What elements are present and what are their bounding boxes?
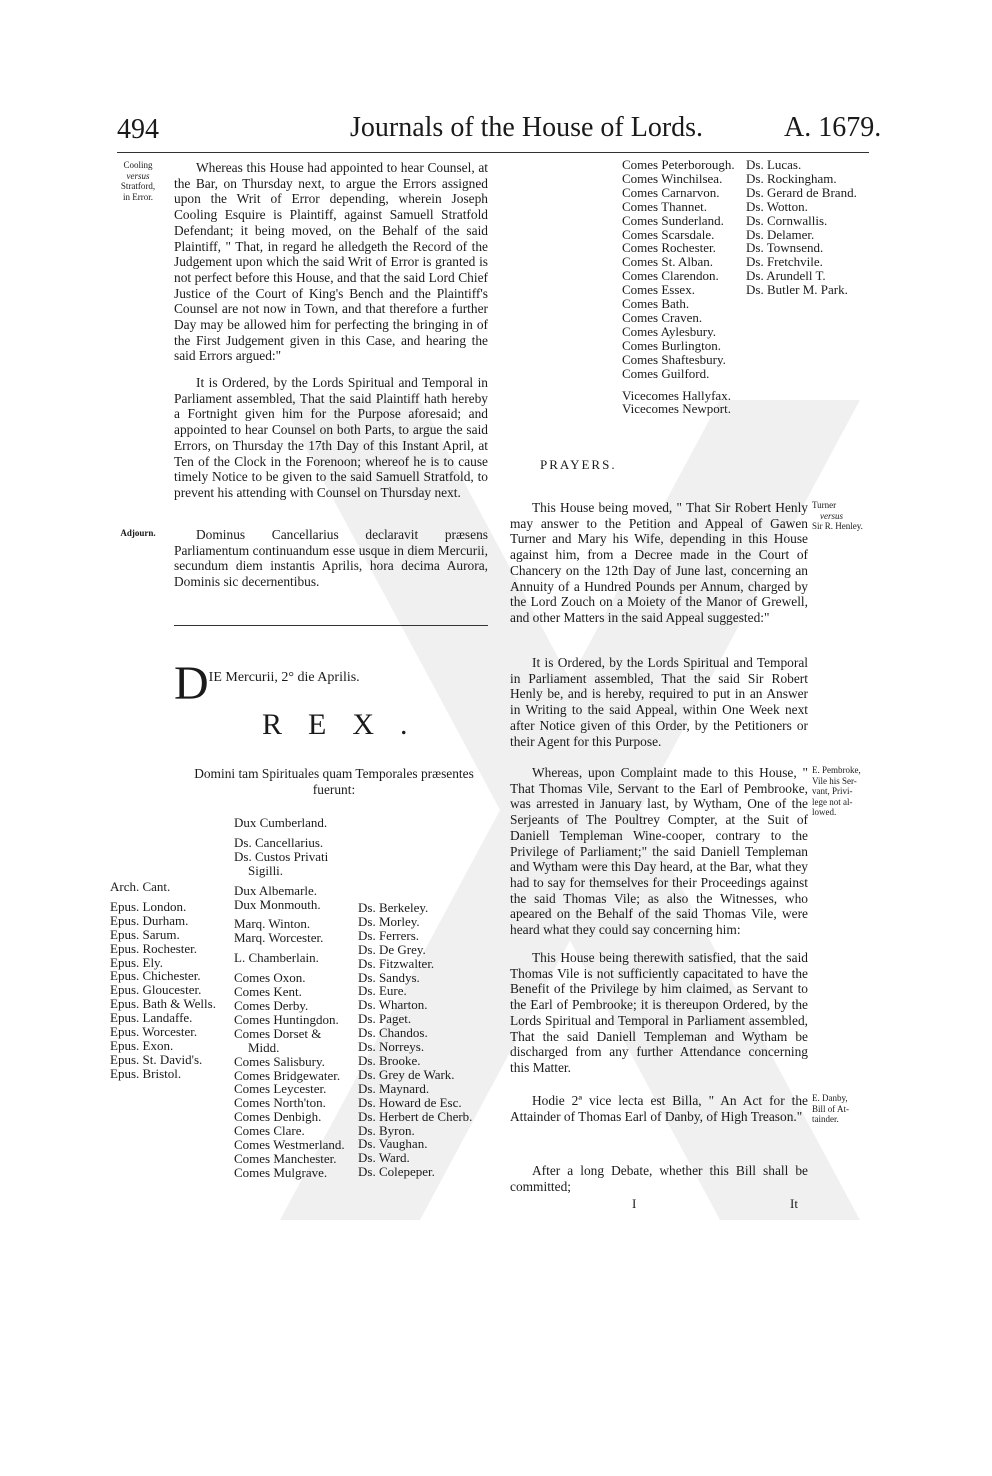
present-heading: Domini tam Spirituales quam Temporales præsentes fuerunt: <box>194 766 474 797</box>
turner-paragraph: This House being moved, " That Sir Robert Henly may answer to the Petition and Appeal of Gawen Turner and Mary his Wife, depending in this House against him, from a Decree made in the Court of Chancery on the 12th Day of June last, concerning an Annuity of a Hundred Pounds per Annum, charged by the Lord Zouch on a Moiety of the Manor of Grewell, and other Matters in the said Appeal suggested:" <box>510 500 808 625</box>
margin-note-turner: Turner versus Sir R. Henley. <box>812 500 863 531</box>
debate-paragraph: After a long Debate, whether this Bill shall be committed; <box>510 1163 808 1194</box>
turner-order-paragraph: It is Ordered, by the Lords Spiritual and Temporal in Parliament assembled, That the said Sir Robert Henly be, and is hereby, required to put in an Answer in Writing to the said Appeal, within One Week next after Notice given of this Order, by the Petitioners or their Agent for this Purpose. <box>510 655 808 749</box>
margin-note-pembroke: E. Pembroke, Vile his Ser- vant, Privi- lege not al- lowed. <box>812 765 861 817</box>
rex-heading: REX. <box>262 708 434 741</box>
earls-list: Comes Peterborough. Comes Winchilsea. Comes Carnarvon. Comes Thannet. Comes Sunderland. Comes Scarsdale. Comes Rochester. Comes St. Alban. Comes Clarendon. Comes Essex. Comes Bath. Comes Craven. Comes Aylesbury. Comes Burlington. Comes Shaftesbury. Comes Guilford. Vicecomes Hallyfax. Vicecomes Newport. <box>622 157 735 417</box>
signature-mark: I <box>632 1196 637 1211</box>
margin-note-cooling: Cooling versus Stratford, in Error. <box>120 160 156 202</box>
right-barons-list: Ds. Lucas. Ds. Rockingham. Ds. Gerard de Brand. Ds. Wotton. Ds. Cornwallis. Ds. Delamer. Ds. Townsend. Ds. Fretchvile. Ds. Arundell T. Ds. Butler M. Park. <box>746 157 857 298</box>
peers-list: Dux Cumberland. Ds. Cancellarius. Ds. Custos Privati Sigilli. Dux Albemarle. Dux Monmouth. Marq. Winton. Marq. Worcester. L. Chamberlain. Comes Oxon. Comes Kent. Comes Derby. Comes Huntingdon. Comes Dorset & Midd. Comes Salisbury. Comes Bridgewater. Comes Leycester. Comes North'ton. Comes Denbigh. Comes Clare. Comes Westmerland. Comes Manchester. Comes Mulgrave. <box>234 815 345 1180</box>
drop-cap: D <box>174 657 209 710</box>
cooling-paragraph: Whereas this House had appointed to hear Counsel, at the Bar, on Thursday next, to argue the Errors assigned upon the Writ of Error depending, wherein Joseph Cooling Esquire is Plaintiff, against Samuell Stratfold Defendant; it being moved, on the Behalf of the said Plaintiff, " That, in regard he alledgeth the Record of the Judgement upon which the said Writ of Error is granted is not perfect before this House, and that the said Lord Chief Justice of the Court of King's Bench and the Plaintiff's Counsel are not now in Town, and that therefore a further Day may be allowed him for perfecting the bringing in of the First Judgement given in this Case, and hearing the said Errors argued:" <box>174 160 488 364</box>
catchword: It <box>790 1196 798 1211</box>
adjourn-paragraph: Dominus Cancellarius declaravit præsens Parliamentum continuandum esse usque in diem Mercurii, secundum diem instantis Aprilis, hora decima Aurora, Dominis sic decernentibus. <box>174 527 488 590</box>
prayers-heading: PRAYERS. <box>540 457 617 472</box>
year-label: A. 1679. <box>784 112 882 143</box>
margin-note-danby: E. Danby, Bill of At- tainder. <box>812 1093 850 1124</box>
satisfied-paragraph: This House being therewith satisfied, that the said Thomas Vile is not sufficiently capacitated to have the Benefit of the Privilege by him claimed, as Servant to the Earl of Pembrooke; it is thereupon Ordered, by the Lords Spiritual and Temporal in Parliament assembled, That the said Daniell Templeman and Wytham be discharged from any further Attendance concerning this Matter. <box>510 950 808 1075</box>
date-heading: DIE Mercurii, 2° die Aprilis. <box>174 657 360 710</box>
margin-note-adjourn: Adjourn. <box>120 528 156 538</box>
cooling-order-paragraph: It is Ordered, by the Lords Spiritual and Temporal in Parliament assembled, That the said Plaintiff hath hereby a Fortnight given him for the Purpose aforesaid; and appointed to hear Counsel on both Parts, to argue the said Errors, on Thursday the 17th Day of this Instant April, at Ten of the Clock in the Forenoon; whereof he is to cause timely Notice to be given to the said Samuell Stratfold, to prevent his attending with Counsel on Thursday next. <box>174 375 488 500</box>
pembroke-paragraph: Whereas, upon Complaint made to this House, " That Thomas Vile, Servant to the Earl of Pembrooke, was arrested in January last, by Wytham, One of the Serjeants of The Poultrey Compter, at the Suit of Daniell Templeman Wine-cooper, contrary to the Privilege of Parliament;" the said Daniell Templeman and Wytham were this Day heard, at the Bar, what they had to say for themselves for their Proceedings against the said Thomas Vile; as also the Witnesses, who apeared on the Behalf of the said Thomas Vile, were heard what they could say concerning him: <box>510 765 808 938</box>
running-title: Journals of the House of Lords. <box>350 112 704 143</box>
section-rule <box>174 625 488 626</box>
page-number: 494 <box>117 114 159 145</box>
header-rule <box>117 152 869 153</box>
barons-list: Ds. Berkeley. Ds. Morley. Ds. Ferrers. Ds. De Grey. Ds. Fitzwalter. Ds. Sandys. Ds. Eure. Ds. Wharton. Ds. Paget. Ds. Chandos. Ds. Norreys. Ds. Brooke. Ds. Grey de Wark. Ds. Maynard. Ds. Howard de Esc. Ds. Herbert de Cherb. Ds. Byron. Ds. Vaughan. Ds. Ward. Ds. Colepeper. <box>358 900 473 1180</box>
bishops-list: Arch. Cant. Epus. London. Epus. Durham. Epus. Sarum. Epus. Rochester. Epus. Ely. Epus. Chichester. Epus. Gloucester. Epus. Bath & Wells. Epus. Landaffe. Epus. Worcester. Epus. Exon. Epus. St. David's. Epus. Bristol. <box>110 879 216 1081</box>
danby-paragraph: Hodie 2ª vice lecta est Billa, " An Act for the Attainder of Thomas Earl of Danby, of High Treason." <box>510 1093 808 1124</box>
